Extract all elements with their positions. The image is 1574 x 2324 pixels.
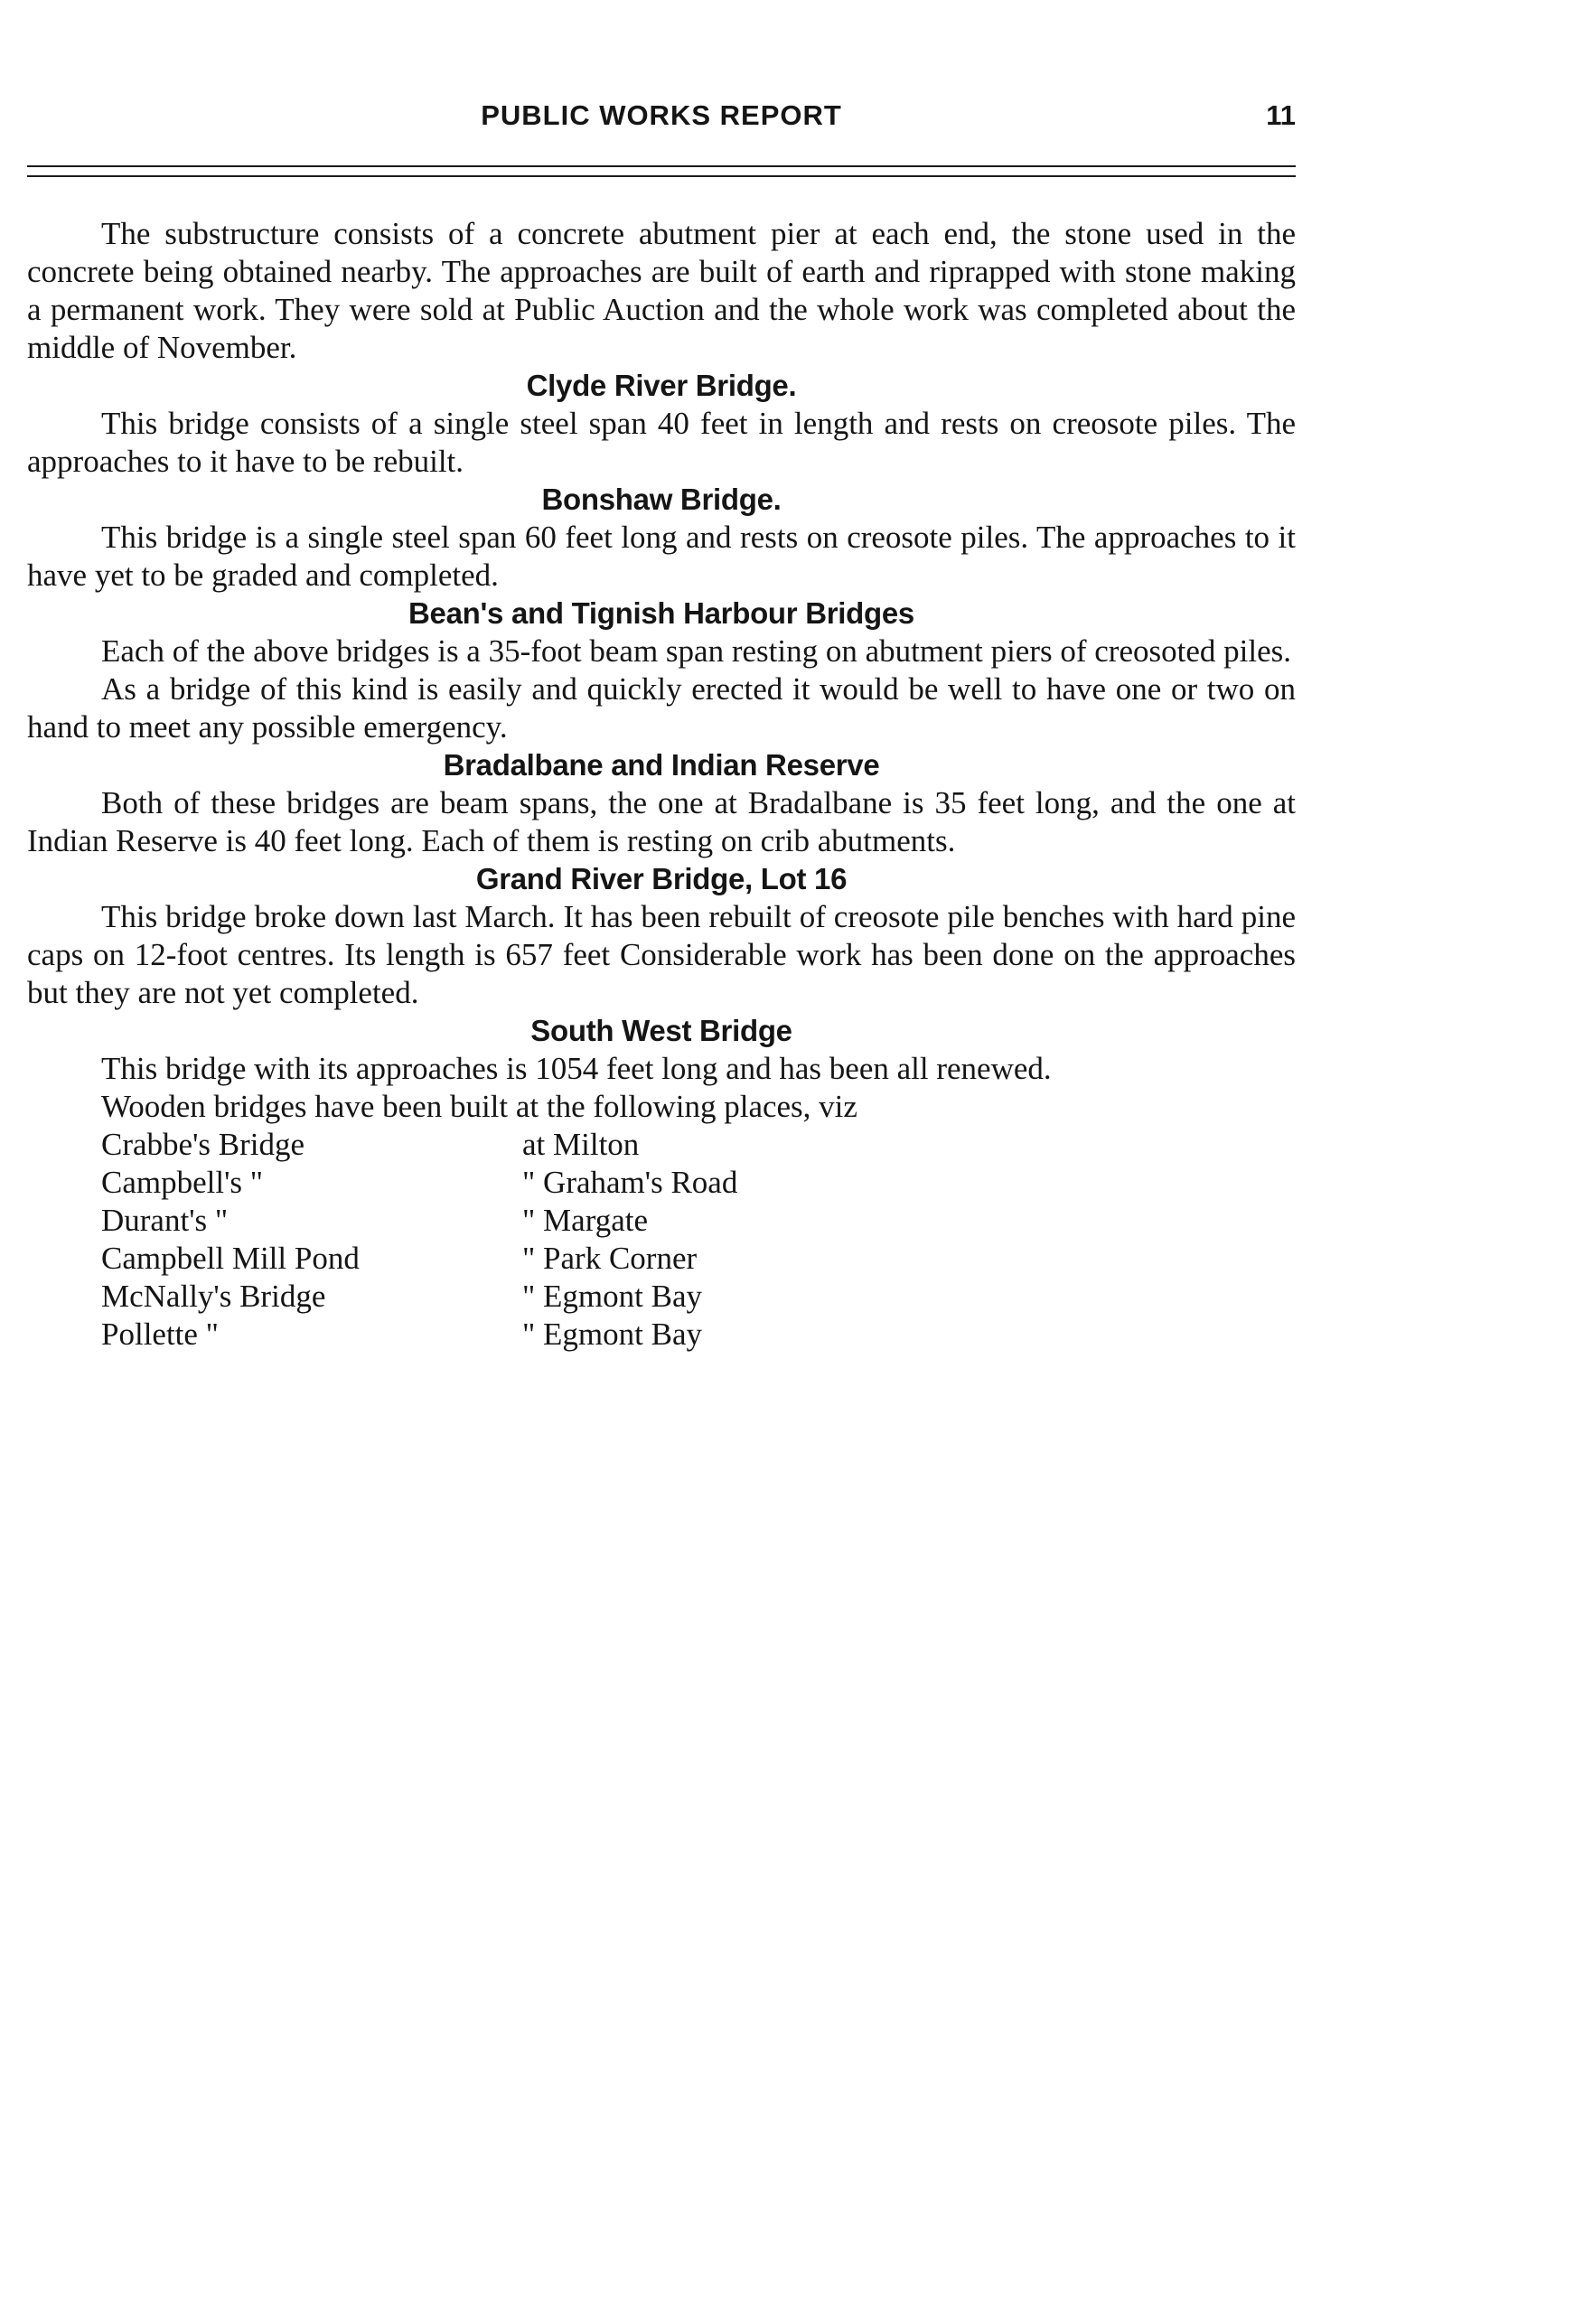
section-paragraph-grand-river: This bridge broke down last March. It has been rebuilt of creosote pile benches with hard pine caps on 12-foot centres. Its length is 657 feet Considerable work has been done on the approaches but they are not yet completed. <box>27 899 1296 1010</box>
section-paragraph-bonshaw: This bridge is a single steel span 60 feet long and rests on creosote piles. The approaches to it have yet to be graded and completed. <box>27 520 1296 593</box>
bridge-place: " Graham's Road <box>522 1165 738 1200</box>
header-rule-top <box>27 165 1296 167</box>
section-paragraph-clyde-river: This bridge consists of a single steel span 40 feet in length and rests on creosote piles. The approaches to it have to be rebuilt. <box>27 406 1296 479</box>
bridge-place: " Margate <box>522 1203 649 1238</box>
section-heading-south-west: South West Bridge <box>530 1014 792 1047</box>
bridge-name: Crabbe's Bridge <box>101 1127 305 1162</box>
header-rule-bottom <box>27 175 1296 177</box>
wooden-bridges-intro: Wooden bridges have been built at the following places, viz <box>101 1089 857 1124</box>
list-item <box>27 1202 1296 1240</box>
section-paragraph-bradalbane: Both of these bridges are beam spans, the one at Bradalbane is 35 feet long, and the one at Indian Reserve is 40 feet long. Each of them is resting on crib abutments. <box>27 785 1296 858</box>
bridge-name: Pollette " <box>101 1317 219 1352</box>
bridge-place: " Park Corner <box>522 1241 698 1276</box>
page-number: 11 <box>1266 99 1296 131</box>
section-paragraph-beans-tignish-2: As a bridge of this kind is easily and quickly erected it would be well to have one or two on hand to meet any possible emergency. <box>27 671 1296 745</box>
section-heading-bonshaw: Bonshaw Bridge. <box>541 483 782 516</box>
bridge-place: at Milton <box>522 1127 640 1162</box>
list-item <box>27 1316 1296 1354</box>
wooden-bridges-list <box>27 1126 1296 1354</box>
section-heading-clyde-river: Clyde River Bridge. <box>526 369 797 402</box>
bridge-name: Campbell Mill Pond <box>101 1241 360 1276</box>
list-item <box>27 1164 1296 1202</box>
section-heading-bradalbane: Bradalbane and Indian Reserve <box>443 748 880 782</box>
bridge-name: McNally's Bridge <box>101 1279 326 1314</box>
bridge-place: " Egmont Bay <box>522 1317 702 1352</box>
section-heading-beans-tignish: Bean's and Tignish Harbour Bridges <box>408 596 914 630</box>
intro-paragraph: The substructure consists of a concrete abutment pier at each end, the stone used in the concrete being obtained nearby. The approaches are built of earth and riprapped with stone making a permanent work. They were sold at Public Auction and the whole work was completed about the middle of November. <box>27 216 1296 365</box>
list-item <box>27 1126 1296 1164</box>
section-paragraph-south-west: This bridge with its approaches is 1054 feet long and has been all renewed. <box>101 1051 1052 1086</box>
section-paragraph-beans-tignish-1: Each of the above bridges is a 35-foot beam span resting on abutment piers of creosoted piles. <box>101 633 1291 669</box>
running-header <box>27 99 1296 154</box>
report-body <box>27 215 1296 1354</box>
bridge-name: Durant's " <box>101 1203 229 1238</box>
bridge-name: Campbell's " <box>101 1165 264 1200</box>
running-title: PUBLIC WORKS REPORT <box>481 99 842 131</box>
list-item <box>27 1240 1296 1278</box>
section-heading-grand-river: Grand River Bridge, Lot 16 <box>475 862 848 895</box>
list-item <box>27 1278 1296 1316</box>
bridge-place: " Egmont Bay <box>522 1279 702 1314</box>
